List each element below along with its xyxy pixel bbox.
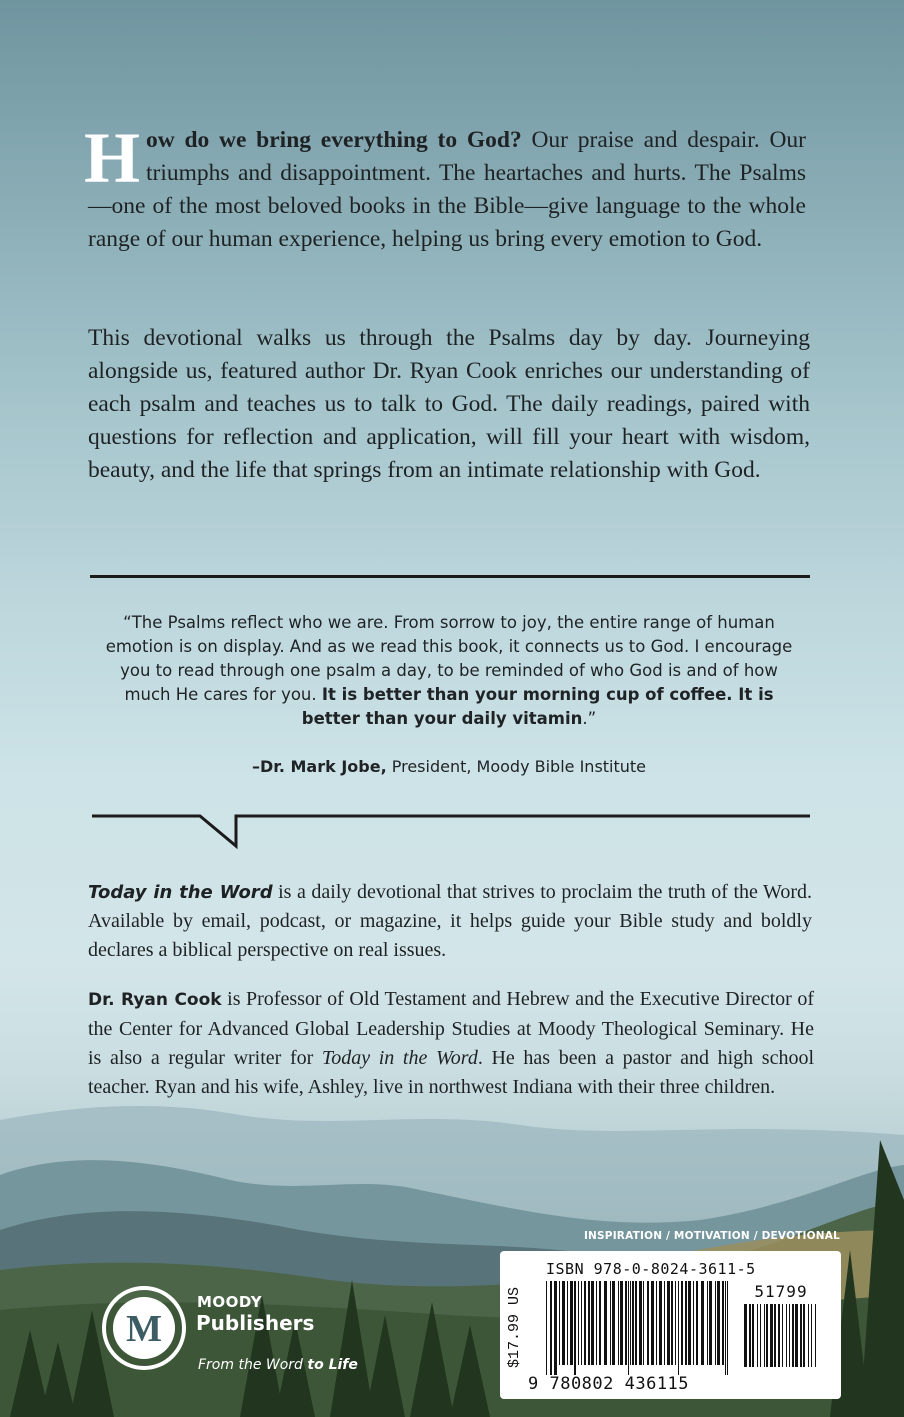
price-addon-code: 51799 (754, 1282, 808, 1301)
barcode-bar (546, 1281, 547, 1375)
intro-lead: ow do we bring everything to God? (146, 127, 522, 153)
barcode-bar (766, 1304, 768, 1367)
publisher-tagline (198, 1357, 358, 1373)
barcode-bar (815, 1304, 816, 1367)
barcode-bar (588, 1281, 590, 1365)
author-bio-a: is Professor of Old Testament and Hebrew and the Executive Director of the Center for Advanced Global Leadership Studies at Moody Theological Seminary. He is also a regular writer for (88, 988, 814, 1069)
barcode-bar (744, 1304, 747, 1367)
tagline-b: to Life (307, 1357, 358, 1373)
barcode-bar (591, 1281, 594, 1365)
barcode-bar (604, 1281, 607, 1365)
publisher-name-line2: Publishers (196, 1311, 315, 1335)
barcode-bar (757, 1304, 758, 1367)
author-name: Dr. Ryan Cook (88, 990, 222, 1010)
drop-cap: H (84, 118, 141, 198)
barcode-bar (630, 1281, 631, 1365)
price-label: $17.99 US (506, 1286, 523, 1368)
barcode-bar (725, 1281, 726, 1375)
author-bio-b: . He has been a pastor and high school teacher. Ryan and his wife, Ashley, live in northwest Indiana with their three children. (88, 1047, 814, 1098)
barcode-bar (647, 1281, 649, 1365)
barcode-bar (651, 1281, 654, 1365)
intro-paragraph (84, 118, 806, 256)
barcode-bar (760, 1304, 761, 1367)
barcode-bar (550, 1281, 552, 1375)
moody-logo-icon (101, 1285, 187, 1371)
quote-end: .” (582, 709, 597, 728)
barcode-bar (749, 1304, 751, 1367)
devotional-title: Today in the Word (88, 882, 273, 903)
barcode-bar (808, 1304, 809, 1367)
barcode-bar (778, 1304, 780, 1367)
barcode-bar (800, 1304, 802, 1367)
barcode-bar (789, 1304, 790, 1367)
barcode-bar (717, 1281, 720, 1365)
barcode-bar (599, 1281, 601, 1365)
barcode-bar (632, 1281, 634, 1365)
barcode-bar (610, 1281, 611, 1365)
barcode-bar (656, 1281, 657, 1365)
intro-rest: Our praise and despair. Our triumphs and disappointment. The heartaches and hurts. The Psalms—one of the most beloved books in the Bible—give language to the whole range of our human experience, helping us bring every emotion to God. (88, 127, 806, 252)
barcode-bar (770, 1304, 773, 1367)
barcode-bar (727, 1281, 728, 1375)
barcode-bar (701, 1281, 704, 1365)
barcode-bar (639, 1281, 642, 1365)
barcode-bar (722, 1281, 724, 1365)
barcode-bar (581, 1281, 582, 1365)
barcode-bar (659, 1281, 662, 1365)
barcode-bar (774, 1304, 776, 1367)
attribution-name: –Dr. Mark Jobe, (251, 757, 387, 776)
divider-rule (90, 575, 810, 578)
barcode-bar (811, 1304, 812, 1367)
barcode-bar (562, 1281, 565, 1365)
author-bio-title: Today in the Word (321, 1047, 478, 1069)
barcode-bar (596, 1281, 597, 1365)
barcode-bar (707, 1281, 708, 1365)
barcode-bar (678, 1281, 679, 1375)
quote-text: “The Psalms reflect who we are. From sorrow to joy, the entire range of human emotion is on display. And as we read this book, it connects us to God. I encourage you to read through one psalm a day, to be reminded of who God is and of how much He cares for you. (105, 613, 793, 704)
barcode-bar (803, 1304, 805, 1367)
barcode-bar (792, 1304, 794, 1367)
barcode-bar (675, 1281, 676, 1365)
barcode-bar (764, 1304, 765, 1367)
barcode-bar (620, 1281, 623, 1365)
devotional-description (88, 878, 812, 965)
barcode-bar (567, 1281, 568, 1365)
barcode-bar (574, 1281, 576, 1375)
category-label: INSPIRATION / MOTIVATION / DEVOTIONAL (583, 1230, 840, 1242)
publisher-name-line1: MOODY (197, 1293, 263, 1311)
barcode-bar (696, 1281, 698, 1365)
barcode-bar (635, 1281, 637, 1365)
barcode-bar (628, 1281, 629, 1375)
barcode-bar (667, 1281, 670, 1365)
barcode-bar (693, 1281, 694, 1365)
logo-letter: M (126, 1308, 162, 1350)
barcode-bar (715, 1281, 716, 1365)
barcode-bar (709, 1281, 712, 1365)
barcode-bar (612, 1281, 615, 1365)
barcode-bar (795, 1304, 798, 1367)
attribution-title: President, Moody Bible Institute (386, 757, 647, 776)
isbn-barcode-bars (545, 1281, 731, 1375)
barcode-bar (618, 1281, 619, 1365)
quote-attribution (104, 757, 794, 776)
tagline-a: From the Word (198, 1357, 308, 1373)
barcode-digits: 9 780802 436115 (528, 1374, 690, 1394)
barcode-bar (584, 1281, 586, 1365)
isbn-label: ISBN 978-0-8024-3611-5 (546, 1260, 756, 1278)
barcode-bar (664, 1281, 665, 1365)
endorsement-quote (104, 611, 794, 731)
speech-bubble-rule (90, 806, 812, 866)
barcode-bar (559, 1281, 560, 1365)
barcode-bar (688, 1281, 691, 1365)
author-bio (88, 985, 814, 1102)
addon-barcode-bars (743, 1304, 819, 1377)
barcode-bar (786, 1304, 787, 1367)
barcode-bar (685, 1281, 687, 1365)
barcode-bar (752, 1304, 754, 1367)
barcode-bar (570, 1281, 573, 1365)
barcode-bar (625, 1281, 627, 1365)
devotional-text: is a daily devotional that strives to proclaim the truth of the Word. Available by email, podcast, or magazine, it helps guide your Bible study and boldly declares a biblical perspective on real issues. (88, 881, 812, 961)
barcode-bar (671, 1281, 673, 1365)
barcode-bar (578, 1281, 579, 1365)
barcode-bar (782, 1304, 783, 1367)
description-paragraph: This devotional walks us through the Psalms day by day. Journeying alongside us, featured author Dr. Ryan Cook enriches our understanding of each psalm and teaches us to talk to God. The daily readings, paired with questions for reflection and application, will fill your heart with wisdom, beauty, and the life that springs from an intimate relationship with God. (88, 325, 810, 483)
quote-bold: It is better than your morning cup of coffee. It is better than your daily vitamin (301, 685, 774, 728)
barcode-bar (643, 1281, 644, 1365)
barcode-bar (681, 1281, 683, 1365)
barcode-bar (554, 1281, 557, 1375)
